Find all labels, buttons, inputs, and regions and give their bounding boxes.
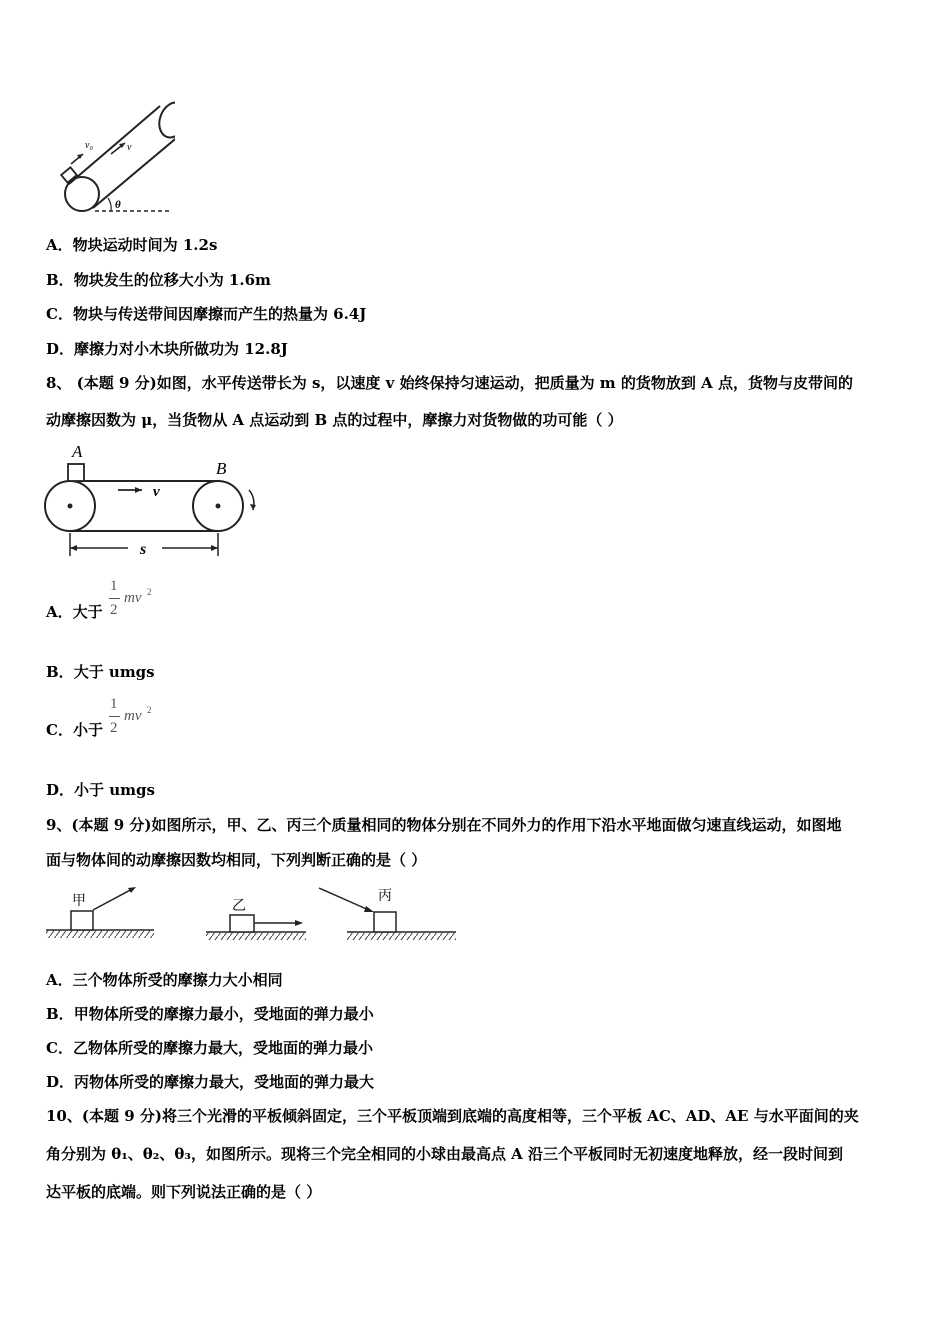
formula-denominator: 2 [110, 602, 118, 618]
option-text: 摩擦力对小木块所做功为 12.8J [74, 340, 288, 358]
q7-option-c [46, 304, 366, 324]
q8-option-d [46, 780, 155, 800]
q9-label-yi: 乙 [232, 898, 246, 914]
formula-exponent: 2 [147, 705, 152, 715]
q8-label-v: v [153, 484, 160, 500]
q8-block-a [68, 464, 84, 481]
q8-option-c [46, 720, 103, 740]
formula-denominator: 2 [110, 720, 118, 736]
q7-theta-label: θ [115, 199, 121, 211]
q9-block-bing [374, 912, 396, 932]
q8-option-a [46, 602, 103, 622]
option-letter: B． [46, 271, 74, 289]
option-text: 丙物体所受的摩擦力最大，受地面的弹力最大 [74, 1073, 375, 1091]
q9-block-jia [71, 911, 93, 930]
q9-option-b [46, 1004, 374, 1024]
q9-option-c [46, 1038, 373, 1058]
q8-conveyor-figure [42, 442, 264, 562]
q7-incline-conveyor-figure [55, 98, 175, 216]
option-letter: D． [46, 781, 75, 799]
q7-v0-label: v₀ [85, 140, 93, 151]
option-text: 大于 [72, 603, 103, 621]
q10-stem-line-2: 角分别为 θ₁、θ₂、θ₃，如图所示。现将三个完全相同的小球由最高点 A 沿三个平板同时无初速度地释放，经一段时间到 [46, 1145, 844, 1163]
q7-upper-pulley [155, 99, 175, 142]
formula-exponent: 2 [147, 587, 152, 597]
option-text: 甲物体所受的摩擦力最小，受地面的弹力最小 [73, 1005, 374, 1023]
q8-option-a-formula [110, 578, 160, 626]
q8-label-a: A [72, 442, 83, 461]
q9-three-blocks-figure [44, 880, 458, 946]
q7-option-b [46, 270, 271, 290]
q9-label-bing: 丙 [378, 888, 392, 904]
q8-stem-line-1: 8、 (本题 9 分)如图，水平传送带长为 s，以速度 v 始终保持匀速运动，把质量为 m 的货物放到 A 点，货物与皮带间的 [46, 374, 853, 392]
q9-stem-line-1: 9、(本题 9 分)如图所示，甲、乙、丙三个质量相同的物体分别在不同外力的作用下沿水平地面做匀速直线运动，如图地 [46, 816, 842, 834]
q7-v-label: v [127, 142, 132, 153]
option-text: 物块与传送带间因摩擦而产生的热量为 6.4J [72, 305, 367, 323]
option-text: 乙物体所受的摩擦力最大，受地面的弹力最小 [72, 1039, 373, 1057]
option-text: 小于 [72, 721, 103, 739]
formula-body: mv [124, 708, 142, 724]
option-letter: C． [46, 1039, 73, 1057]
q9-label-jia: 甲 [72, 893, 86, 909]
q8-stem-line-2: 动摩擦因数为 μ，当货物从 A 点运动到 B 点的过程中，摩擦力对货物做的功可能（ ） [46, 411, 623, 429]
option-letter: C． [46, 721, 73, 739]
option-text: 物块运动时间为 1.2s [72, 236, 218, 254]
option-letter: D． [46, 340, 75, 358]
option-text: 三个物体所受的摩擦力大小相同 [72, 971, 283, 989]
q10-stem-line-3: 达平板的底端。则下列说法正确的是（ ） [46, 1183, 322, 1201]
option-letter: C． [46, 305, 73, 323]
option-text: 小于 umgs [74, 781, 155, 799]
option-letter: A． [46, 236, 73, 254]
q8-option-c-formula [110, 696, 160, 744]
q9-stem-line-2: 面与物体间的动摩擦因数均相同，下列判断正确的是（ ） [46, 851, 427, 869]
q10-stem-line-1: 10、(本题 9 分)将三个光滑的平板倾斜固定，三个平板顶端到底端的高度相等，三个平板 AC、AD、AE 与水平面间的夹 [46, 1107, 859, 1125]
option-letter: A． [46, 971, 73, 989]
q8-label-s: s [140, 541, 147, 558]
option-letter: D． [46, 1073, 75, 1091]
q9-option-d [46, 1072, 374, 1092]
formula-body: mv [124, 590, 142, 606]
fraction-bar [109, 716, 120, 717]
q8-option-b [46, 662, 155, 682]
option-letter: B． [46, 663, 74, 681]
fraction-bar [109, 598, 120, 599]
q9-block-yi [230, 915, 254, 932]
formula-numerator: 1 [110, 696, 118, 712]
option-letter: B． [46, 1005, 74, 1023]
q7-option-a [46, 235, 217, 255]
option-letter: A． [46, 603, 73, 621]
option-text: 大于 umgs [73, 663, 155, 681]
formula-numerator: 1 [110, 578, 118, 594]
q8-label-b: B [216, 459, 227, 478]
option-text: 物块发生的位移大小为 1.6m [73, 271, 271, 289]
q9-option-a [46, 970, 283, 990]
q7-option-d [46, 339, 288, 359]
